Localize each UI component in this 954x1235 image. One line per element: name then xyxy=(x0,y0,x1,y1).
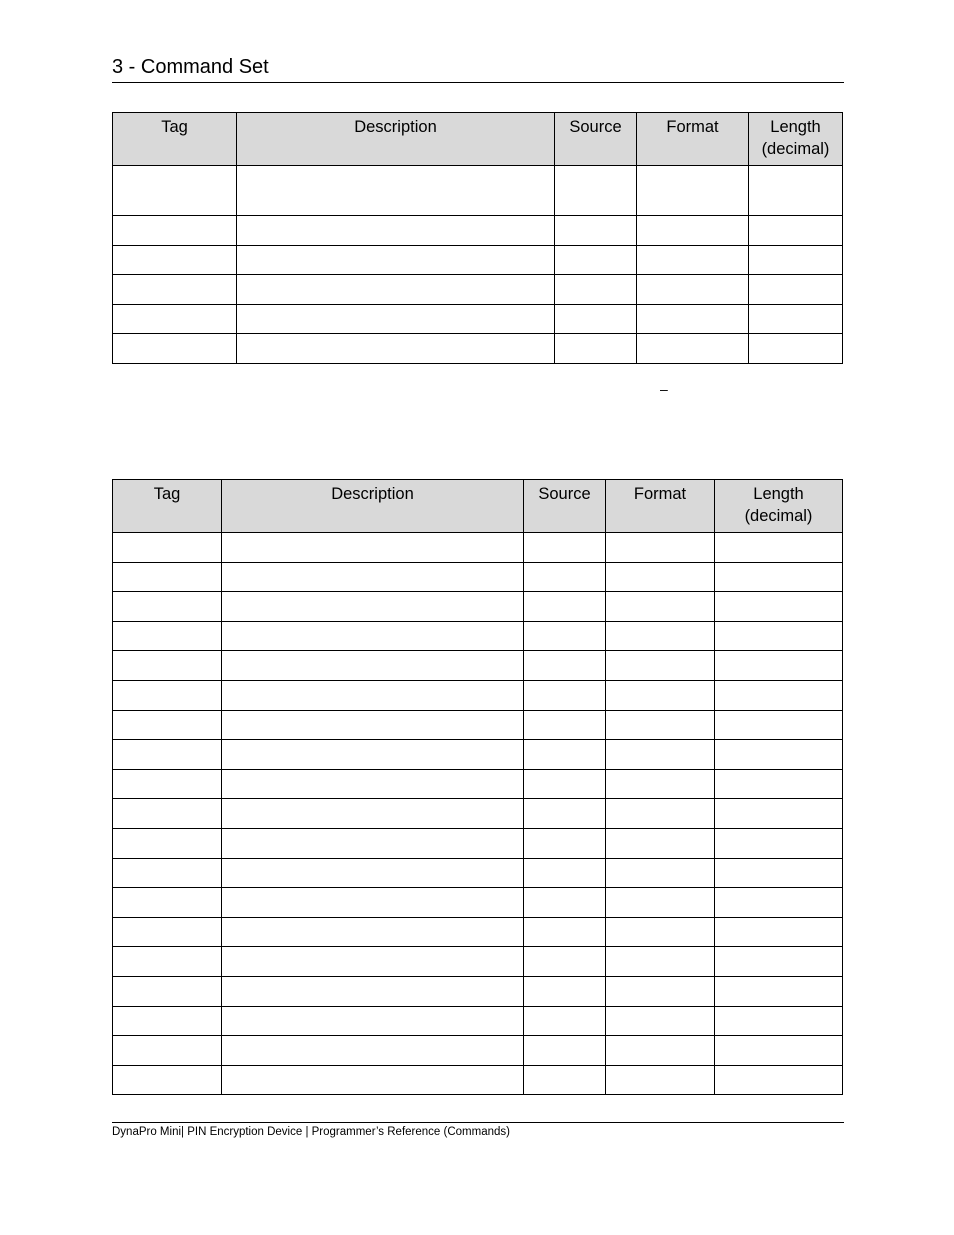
length-cell xyxy=(749,166,843,216)
format-cell xyxy=(606,1036,715,1066)
format-cell xyxy=(637,334,749,364)
description-cell xyxy=(222,1006,524,1036)
length-cell xyxy=(715,1006,843,1036)
description-cell xyxy=(222,680,524,710)
table-row xyxy=(113,740,843,770)
format-cell xyxy=(606,562,715,592)
table-row xyxy=(113,651,843,681)
length-cell xyxy=(715,533,843,563)
source-cell xyxy=(524,769,606,799)
format-cell xyxy=(606,1065,715,1095)
separator-mark: – xyxy=(660,381,668,397)
table-row xyxy=(113,275,843,305)
col-description-header: Description xyxy=(222,480,524,533)
tag-cell xyxy=(113,533,222,563)
length-cell xyxy=(749,334,843,364)
length-cell xyxy=(749,245,843,275)
format-cell xyxy=(606,680,715,710)
description-cell xyxy=(222,621,524,651)
col-tag-header: Tag xyxy=(113,113,237,166)
description-cell xyxy=(222,651,524,681)
source-cell xyxy=(524,1006,606,1036)
length-cell xyxy=(715,710,843,740)
description-cell xyxy=(222,533,524,563)
tag-table-1 xyxy=(112,112,843,364)
tag-cell xyxy=(113,680,222,710)
description-cell xyxy=(237,275,555,305)
description-cell xyxy=(222,799,524,829)
tag-cell xyxy=(113,245,237,275)
description-cell xyxy=(237,304,555,334)
page-title: 3 - Command Set xyxy=(112,56,269,78)
format-cell xyxy=(637,304,749,334)
source-cell xyxy=(524,888,606,918)
col-length-header: Length (decimal) xyxy=(715,480,843,533)
length-cell xyxy=(715,799,843,829)
format-cell xyxy=(606,799,715,829)
source-cell xyxy=(524,828,606,858)
format-cell xyxy=(606,917,715,947)
source-cell xyxy=(524,592,606,622)
tag-cell xyxy=(113,710,222,740)
description-cell xyxy=(222,828,524,858)
description-cell xyxy=(237,334,555,364)
table-row xyxy=(113,334,843,364)
tag-cell xyxy=(113,562,222,592)
table-row xyxy=(113,976,843,1006)
header-divider xyxy=(112,82,844,83)
length-cell xyxy=(715,947,843,977)
length-cell xyxy=(715,562,843,592)
format-cell xyxy=(606,740,715,770)
table-row xyxy=(113,1006,843,1036)
format-cell xyxy=(606,592,715,622)
format-cell xyxy=(606,710,715,740)
length-cell xyxy=(715,917,843,947)
description-cell xyxy=(222,917,524,947)
source-cell xyxy=(524,562,606,592)
length-cell xyxy=(749,216,843,246)
table-row xyxy=(113,947,843,977)
format-cell xyxy=(606,947,715,977)
table-row xyxy=(113,888,843,918)
table-row xyxy=(113,769,843,799)
format-cell xyxy=(606,769,715,799)
source-cell xyxy=(524,740,606,770)
tag-cell xyxy=(113,651,222,681)
source-cell xyxy=(524,621,606,651)
tag-cell xyxy=(113,1006,222,1036)
tag-cell xyxy=(113,888,222,918)
source-cell xyxy=(555,304,637,334)
description-cell xyxy=(222,1036,524,1066)
source-cell xyxy=(524,858,606,888)
table-row xyxy=(113,917,843,947)
table-row xyxy=(113,304,843,334)
description-cell xyxy=(237,216,555,246)
source-cell xyxy=(555,166,637,216)
format-cell xyxy=(606,976,715,1006)
description-cell xyxy=(237,166,555,216)
col-format-header: Format xyxy=(606,480,715,533)
tag-cell xyxy=(113,828,222,858)
length-cell xyxy=(715,976,843,1006)
tag-cell xyxy=(113,976,222,1006)
description-cell xyxy=(222,976,524,1006)
length-cell xyxy=(715,680,843,710)
table-header-row xyxy=(113,113,843,166)
length-cell xyxy=(715,1065,843,1095)
description-cell xyxy=(222,740,524,770)
tag-cell xyxy=(113,740,222,770)
format-cell xyxy=(606,621,715,651)
table-row xyxy=(113,216,843,246)
length-cell xyxy=(715,769,843,799)
tag-cell xyxy=(113,304,237,334)
description-cell xyxy=(222,592,524,622)
table-row xyxy=(113,1065,843,1095)
col-tag-header: Tag xyxy=(113,480,222,533)
description-cell xyxy=(222,710,524,740)
source-cell xyxy=(524,917,606,947)
tag-cell xyxy=(113,858,222,888)
tag-cell xyxy=(113,592,222,622)
description-cell xyxy=(222,562,524,592)
source-cell xyxy=(524,1036,606,1066)
source-cell xyxy=(555,216,637,246)
col-source-header: Source xyxy=(555,113,637,166)
format-cell xyxy=(637,245,749,275)
table-row xyxy=(113,799,843,829)
format-cell xyxy=(606,651,715,681)
description-cell xyxy=(222,947,524,977)
source-cell xyxy=(524,947,606,977)
table-row xyxy=(113,166,843,216)
source-cell xyxy=(524,710,606,740)
format-cell xyxy=(606,1006,715,1036)
source-cell xyxy=(524,799,606,829)
format-cell xyxy=(606,858,715,888)
table-row xyxy=(113,245,843,275)
table-row xyxy=(113,533,843,563)
source-cell xyxy=(524,651,606,681)
tag-cell xyxy=(113,769,222,799)
table-row xyxy=(113,1036,843,1066)
table-row xyxy=(113,562,843,592)
col-format-header: Format xyxy=(637,113,749,166)
source-cell xyxy=(524,680,606,710)
tag-cell xyxy=(113,275,237,305)
format-cell xyxy=(606,888,715,918)
length-cell xyxy=(715,592,843,622)
tag-cell xyxy=(113,799,222,829)
tag-cell xyxy=(113,621,222,651)
source-cell xyxy=(555,245,637,275)
table-header-row xyxy=(113,480,843,533)
tag-cell xyxy=(113,917,222,947)
format-cell xyxy=(637,216,749,246)
table-row xyxy=(113,710,843,740)
col-description-header: Description xyxy=(237,113,555,166)
tag-table-2 xyxy=(112,479,843,1095)
description-cell xyxy=(222,1065,524,1095)
tag-cell xyxy=(113,166,237,216)
table-row xyxy=(113,828,843,858)
tag-cell xyxy=(113,947,222,977)
tag-cell xyxy=(113,1036,222,1066)
format-cell xyxy=(637,275,749,305)
length-cell xyxy=(715,888,843,918)
footer-text: DynaPro Mini| PIN Encryption Device | Programmer’s Reference (Commands) xyxy=(112,1126,510,1138)
source-cell xyxy=(524,976,606,1006)
description-cell xyxy=(237,245,555,275)
footer-divider xyxy=(112,1122,844,1123)
table-row xyxy=(113,858,843,888)
tag-cell xyxy=(113,216,237,246)
length-cell xyxy=(715,1036,843,1066)
length-cell xyxy=(715,858,843,888)
col-source-header: Source xyxy=(524,480,606,533)
length-cell xyxy=(715,621,843,651)
length-cell xyxy=(749,275,843,305)
table-row xyxy=(113,592,843,622)
format-cell xyxy=(606,533,715,563)
tag-cell xyxy=(113,334,237,364)
source-cell xyxy=(555,275,637,305)
description-cell xyxy=(222,858,524,888)
tag-cell xyxy=(113,1065,222,1095)
table-row xyxy=(113,680,843,710)
source-cell xyxy=(555,334,637,364)
length-cell xyxy=(715,828,843,858)
length-cell xyxy=(749,304,843,334)
col-length-header: Length (decimal) xyxy=(749,113,843,166)
length-cell xyxy=(715,740,843,770)
source-cell xyxy=(524,1065,606,1095)
format-cell xyxy=(637,166,749,216)
description-cell xyxy=(222,888,524,918)
table-row xyxy=(113,621,843,651)
format-cell xyxy=(606,828,715,858)
description-cell xyxy=(222,769,524,799)
source-cell xyxy=(524,533,606,563)
length-cell xyxy=(715,651,843,681)
